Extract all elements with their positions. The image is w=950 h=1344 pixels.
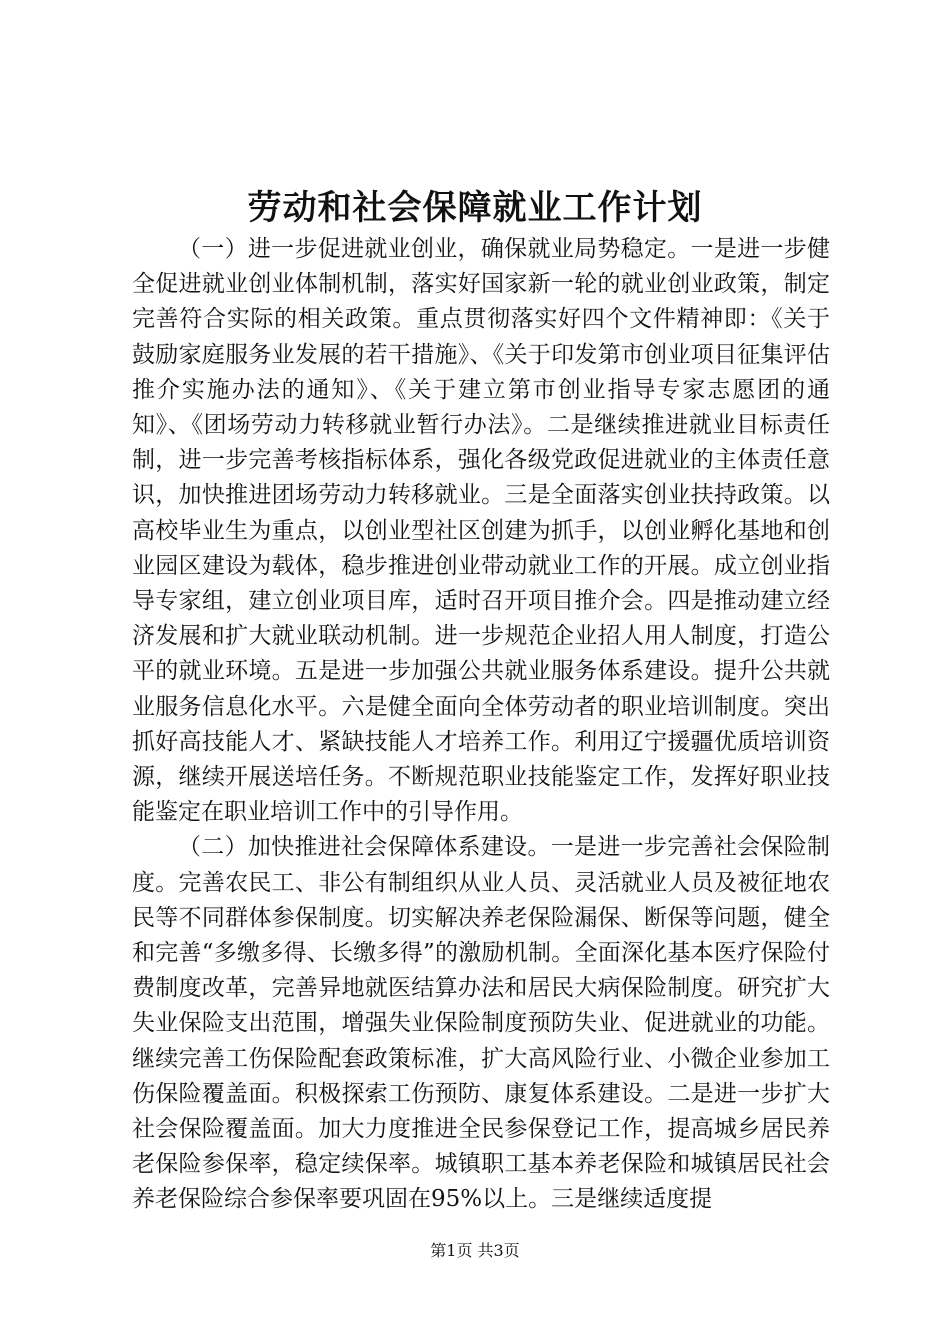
- paragraph-social-security: （二）加快推进社会保障体系建设。一是进一步完善社会保险制度。完善农民工、非公有制组织从业人员、灵活就业人员及被征地农民等不同群体参保制度。切实解决养老保险漏保、断保等问题，健全和完善“多缴多得、长缴多得”的激励机制。全面深化基本医疗保险付费制度改革，完善异地就医结算办法和居民大病保险制度。研究扩大失业保险支出范围，增强失业保险制度预防失业、促进就业的功能。继续完善工伤保险配套政策标准，扩大高风险行业、小微企业参加工伤保险覆盖面。积极探索工伤预防、康复体系建设。二是进一步扩大社会保险覆盖面。加大力度推进全民参保登记工作，提高城乡居民养老保险参保率，稳定续保率。城镇职工基本养老保险和城镇居民社会养老保险综合参保率要巩固在95%以上。三是继续适度提: [132, 834, 830, 1213]
- document-body: [132, 232, 830, 1218]
- paragraph-employment: （一）进一步促进就业创业，确保就业局势稳定。一是进一步健全促进就业创业体制机制，落实好国家新一轮的就业创业政策，制定完善符合实际的相关政策。重点贯彻落实好四个文件精神即：《关于鼓励家庭服务业发展的若干措施》、《关于印发第市创业项目征集评估推介实施办法的通知》、《关于建立第市创业指导专家志愿团的通知》、《团场劳动力转移就业暂行办法》。二是继续推进就业目标责任制，进一步完善考核指标体系，强化各级党政促进就业的主体责任意识，加快推进团场劳动力转移就业。三是全面落实创业扶持政策。以高校毕业生为重点，以创业型社区创建为抓手，以创业孵化基地和创业园区建设为载体，稳步推进创业带动就业工作的开展。成立创业指导专家组，建立创业项目库，适时召开项目推介会。四是推动建立经济发展和扩大就业联动机制。进一步规范企业招人用人制度，打造公平的就业环境。五是进一步加强公共就业服务体系建设。提升公共就业服务信息化水平。六是健全面向全体劳动者的职业培训制度。突出抓好高技能人才、紧缺技能人才培养工作。利用辽宁援疆优质培训资源，继续开展送培任务。不断规范职业技能鉴定工作，发挥好职业技能鉴定在职业培训工作中的引导作用。: [132, 236, 830, 826]
- page-number-footer: 第1页 共3页: [430, 1241, 520, 1260]
- page-title: 劳动和社会保障就业工作计划: [247, 188, 703, 228]
